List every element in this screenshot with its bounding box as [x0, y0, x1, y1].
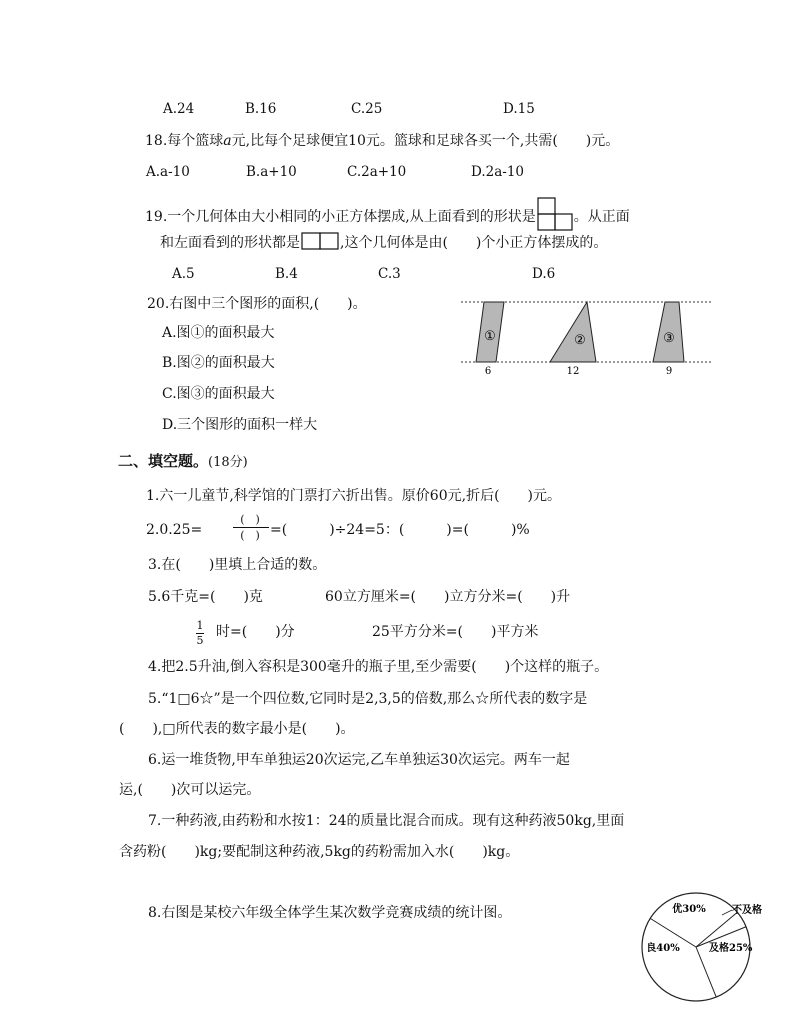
q19-line2: [160, 232, 607, 253]
q19-line1-post: 。从正面: [573, 209, 630, 225]
q19-line1: [145, 197, 630, 231]
q18-stem: [145, 131, 619, 151]
section-heading: [118, 451, 248, 473]
fill-q6-line2: 运,( )次可以运完。: [119, 782, 261, 798]
q19-line2-post: ,这个几何体是由( )个小正方体摆成的。: [340, 235, 608, 251]
q18-option-b: B.a+10: [246, 164, 297, 180]
shape-label-1: ①: [484, 329, 496, 344]
pie-label-excellent: 优30%: [672, 904, 706, 915]
score-pie-chart: [634, 889, 774, 1005]
fill-q2-frac-line: [233, 527, 269, 528]
q20-stem: 20.右图中三个图形的面积,( )。: [147, 296, 367, 312]
triangle-shape: [550, 302, 596, 362]
front-view-figure: [301, 232, 339, 250]
fill-q3-b: 60立方厘米=( )立方分米=( )升: [325, 589, 571, 605]
base-label-2: 12: [566, 366, 580, 377]
fill-q5-line1: 5.“1□6☆”是一个四位数,它同时是2,3,5的倍数,那么☆所代表的数字是: [148, 691, 588, 707]
q19-option-b: B.4: [275, 266, 298, 282]
base-label-1: 6: [484, 366, 492, 377]
section-title: 二、填空题。: [118, 452, 209, 470]
q17-option-a: A.24: [163, 101, 195, 117]
q18-option-a: A.a-10: [146, 164, 190, 180]
q19-option-a: A.5: [172, 266, 195, 282]
pie-label-fail: 不及格: [732, 905, 762, 916]
fill-q1: 1.六一儿童节,科学馆的门票打六折出售。原价60元,折后( )元。: [146, 488, 561, 504]
q17-option-b: B.16: [245, 101, 277, 117]
fill-q3-c: 时=( )分: [216, 624, 295, 640]
fill-q2-pre: 2.0.25=: [146, 522, 203, 538]
fill-q3-c-num: 1: [196, 619, 204, 632]
q17-option-c: C.25: [351, 101, 383, 117]
q18-text-post: 元,比每个足球便宜10元。篮球和足球各买一个,共需( )元。: [231, 133, 620, 149]
fill-q5-line2: ( ),□所代表的数字最小是( )。: [119, 721, 355, 737]
fill-q3-d: 25平方分米=( )平方米: [372, 624, 539, 640]
q19-option-d: D.6: [532, 266, 556, 282]
fill-q2-frac-num: ( ): [240, 513, 260, 526]
shape-label-2: ②: [574, 333, 586, 348]
q19-option-c: C.3: [378, 266, 401, 282]
fill-q6-line1: 6.运一堆货物,甲车单独运20次运完,乙车单独运30次运完。两车一起: [148, 752, 570, 768]
fill-q3-a: 5.6千克=( )克: [148, 589, 263, 605]
q18-text-pre: 18.每个篮球: [145, 133, 224, 149]
fill-q7-line2: 含药粉( )kg;要配制这种药液,5kg的药粉需加入水( )kg。: [119, 844, 520, 860]
q20-option-b: B.图②的面积最大: [162, 355, 275, 371]
fill-q4: 4.把2.5升油,倒入容积是300毫升的瓶子里,至少需要( )个这样的瓶子。: [148, 659, 609, 675]
fill-q2-post: =( )÷24=5：( )=( )%: [270, 522, 530, 538]
fill-q3-c-den: 5: [196, 634, 204, 647]
fill-q8: 8.右图是某校六年级全体学生某次数学竞赛成绩的统计图。: [148, 905, 512, 921]
q18-option-d: D.2a-10: [471, 164, 525, 180]
q20-option-d: D.三个图形的面积一样大: [162, 417, 318, 433]
section-score: (18分): [208, 455, 248, 470]
pie-label-good: 良40%: [646, 943, 680, 954]
fill-q3: 3.在( )里填上合适的数。: [148, 557, 327, 573]
q19-line2-pre: 和左面看到的形状都是: [160, 235, 300, 251]
fill-q2-frac-den: ( ): [240, 529, 260, 542]
q18-option-c: C.2a+10: [347, 164, 407, 180]
base-label-3: 9: [665, 366, 673, 377]
q20-option-c: C.图③的面积最大: [162, 386, 275, 402]
shapes-figure: [455, 296, 715, 378]
q19-line1-pre: 19.一个几何体由大小相同的小正方体摆成,从上面看到的形状是: [145, 209, 536, 225]
fill-q7-line1: 7.一种药液,由药粉和水按1：24的质量比混合而成。现有这种药液50kg,里面: [148, 813, 625, 829]
top-view-figure: [537, 197, 573, 231]
q18-variable: a: [223, 133, 232, 149]
pie-label-pass: 及格25%: [709, 943, 753, 954]
q17-option-d: D.15: [503, 101, 535, 117]
q20-option-a: A.图①的面积最大: [162, 325, 275, 341]
shape-label-3: ③: [663, 331, 675, 346]
